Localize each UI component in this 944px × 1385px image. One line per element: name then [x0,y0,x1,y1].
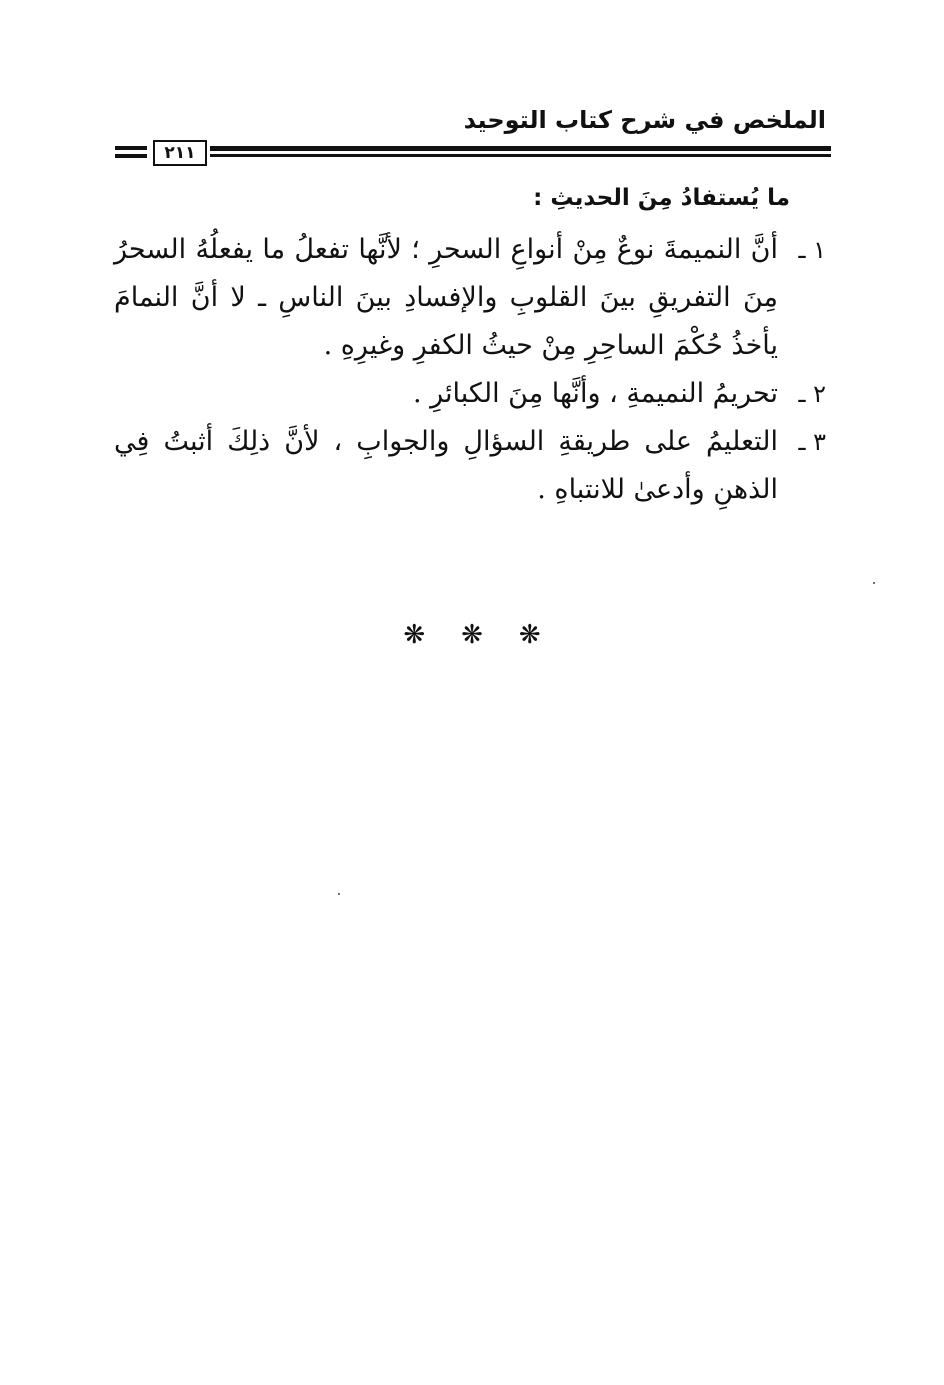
list-item-number: ٢ ـ [798,380,826,408]
scan-speck [338,893,340,895]
section-separator-asterisks: ❋❋❋ [403,620,577,650]
list-item-number: ٣ ـ [798,428,826,456]
list-item [114,418,826,514]
header-rule-left-bars [115,146,147,158]
running-header-title: الملخص في شرح كتاب التوحيد [463,106,826,134]
list-item-text: أنَّ النميمةَ نوعٌ مِنْ أنواعِ السحرِ ؛ لأنَّها تفعلُ ما يفعلُهُ السحرُ مِنَ التفريقِ بينَ القلوبِ والإفسادِ بينَ الناسِ ـ لا أنَّ النمامَ يأخذُ حُكْمَ الساحِرِ مِنْ حيثُ الكفرِ وغيرِهِ . [114,234,778,361]
header-rule [115,140,831,166]
section-heading: ما يُستفادُ مِنَ الحديثِ : [533,185,790,211]
page-body [114,178,826,514]
list-item-text: التعليمُ على طريقةِ السؤالِ والجوابِ ، لأنَّ ذلِكَ أثبتُ فِي الذهنِ وأدعىٰ للانتباهِ . [114,426,778,505]
list-item-number: ١ ـ [798,236,826,264]
scan-speck [873,582,875,584]
list-item [114,226,826,370]
page-number: ٢١١ [153,140,207,166]
list-item-text: تحريمُ النميمةِ ، وأنَّها مِنَ الكبائرِ . [412,378,778,409]
header-rule-right-bars [210,146,831,158]
list-item [114,370,826,418]
